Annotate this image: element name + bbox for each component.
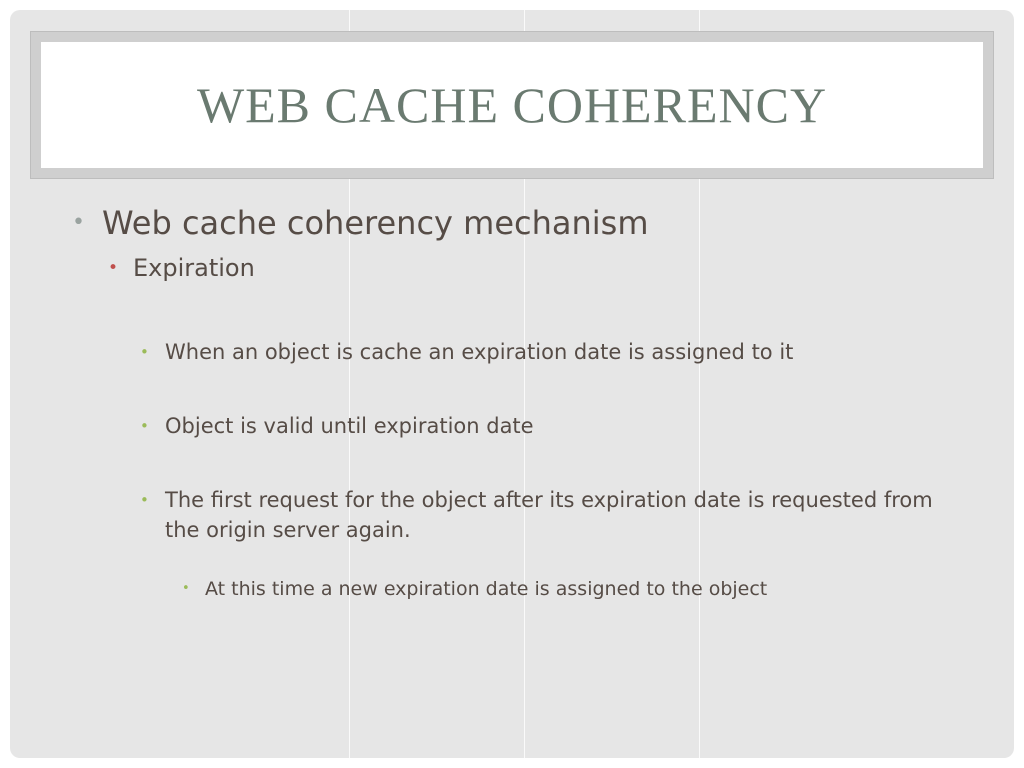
bullet-level1-item	[72, 204, 649, 242]
bullet-dot-icon: •	[140, 343, 149, 361]
bullet-text: When an object is cache an expiration date is assigned to it	[165, 340, 794, 364]
bullet-level3-item	[140, 411, 945, 441]
bullet-text: The first request for the object after its expiration date is requested from the origin server again.	[165, 488, 933, 542]
bullet-text: Object is valid until expiration date	[165, 414, 534, 438]
bullet-level2-item	[108, 253, 255, 283]
bullet-level3-item	[140, 485, 945, 545]
bullet-text: Expiration	[133, 254, 255, 282]
bullet-level4-item	[182, 576, 767, 602]
bullet-dot-icon: •	[72, 210, 85, 235]
bullet-dot-icon: •	[140, 417, 149, 435]
slide-content	[10, 10, 1014, 758]
bullet-dot-icon: •	[108, 258, 119, 278]
slide	[10, 10, 1014, 758]
bullet-text: At this time a new expiration date is assigned to the object	[205, 578, 768, 600]
bullet-dot-icon: •	[140, 491, 149, 509]
bullet-level3-item	[140, 337, 945, 367]
bullet-dot-icon: •	[182, 581, 190, 596]
bullet-text: Web cache coherency mechanism	[102, 204, 649, 242]
slide-title: WEB CACHE COHERENCY	[196, 77, 828, 133]
